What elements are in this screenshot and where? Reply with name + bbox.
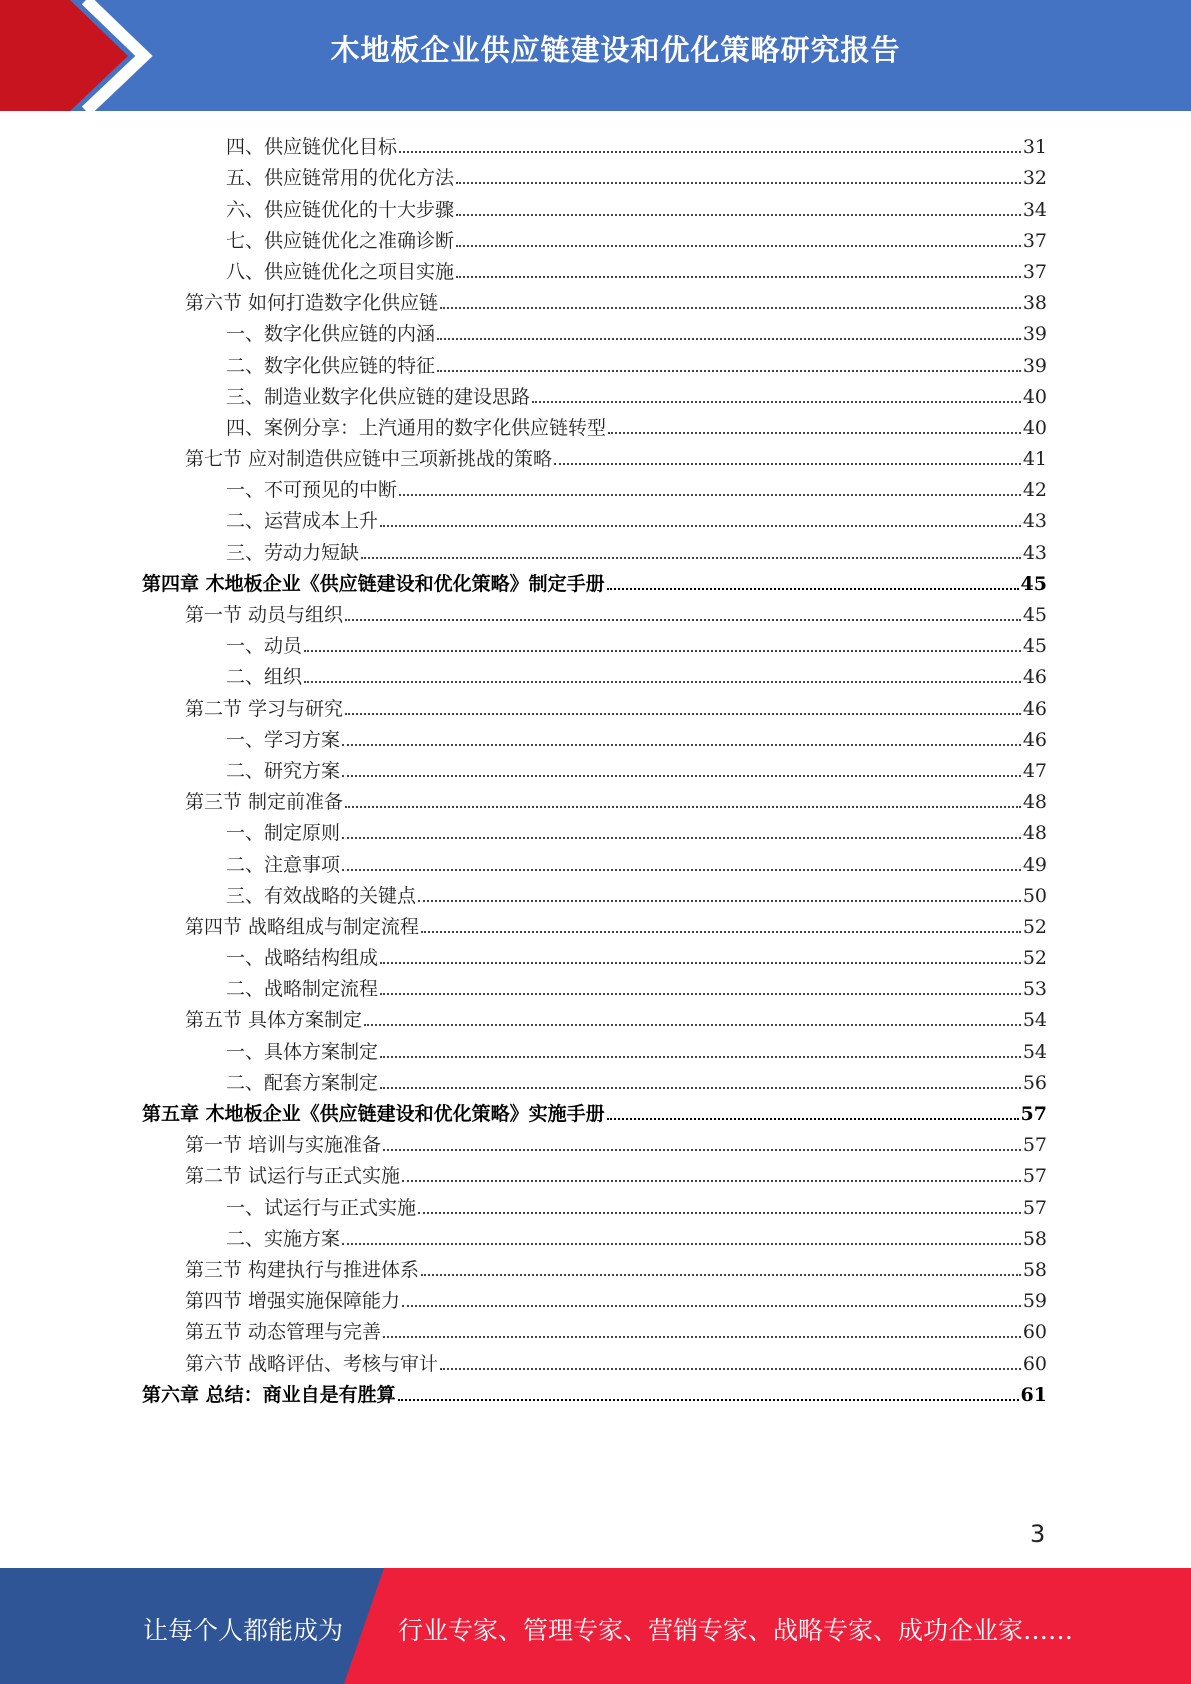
toc-subsection-entry[interactable] bbox=[0, 345, 1191, 376]
toc-entry-page: 45 bbox=[1022, 604, 1047, 626]
toc-subsection-entry[interactable] bbox=[0, 127, 1191, 158]
toc-entry-page: 42 bbox=[1022, 479, 1047, 502]
toc-dot-leader bbox=[342, 1243, 1021, 1245]
toc-entry-label: 六、供应链优化的十大步骤 bbox=[226, 198, 455, 221]
toc-chapter-entry[interactable] bbox=[0, 1375, 1191, 1406]
toc-entry-label: 第三节 构建执行与推进体系 bbox=[185, 1258, 420, 1281]
toc-subsection-entry[interactable] bbox=[0, 158, 1191, 189]
toc-entry-label: 第二节 学习与研究 bbox=[185, 697, 344, 720]
toc-dot-leader bbox=[380, 962, 1021, 964]
toc-section-entry[interactable] bbox=[0, 1000, 1191, 1031]
toc-entry-page: 57 bbox=[1020, 1103, 1047, 1125]
toc-subsection-entry[interactable] bbox=[0, 501, 1191, 532]
toc-entry-label: 二、实施方案 bbox=[226, 1227, 341, 1250]
toc-entry-page: 54 bbox=[1022, 1009, 1047, 1032]
toc-dot-leader bbox=[361, 557, 1021, 559]
toc-dot-leader bbox=[380, 525, 1021, 527]
toc-dot-leader bbox=[342, 837, 1021, 839]
toc-subsection-entry[interactable] bbox=[0, 938, 1191, 969]
toc-subsection-entry[interactable] bbox=[0, 532, 1191, 563]
toc-dot-leader bbox=[345, 806, 1021, 808]
toc-dot-leader bbox=[456, 182, 1021, 184]
toc-entry-page: 38 bbox=[1022, 292, 1047, 315]
toc-entry-label: 七、供应链优化之准确诊断 bbox=[226, 229, 455, 252]
toc-entry-label: 第三节 制定前准备 bbox=[185, 791, 344, 814]
toc-entry-label: 第六章 总结：商业自是有胜算 bbox=[142, 1383, 396, 1406]
toc-dot-leader bbox=[304, 681, 1021, 683]
toc-subsection-entry[interactable] bbox=[0, 221, 1191, 252]
toc-dot-leader bbox=[456, 245, 1021, 247]
toc-entry-label: 第六节 如何打造数字化供应链 bbox=[185, 292, 439, 315]
toc-subsection-entry[interactable] bbox=[0, 626, 1191, 657]
toc-dot-leader bbox=[380, 1087, 1021, 1089]
toc-subsection-entry[interactable] bbox=[0, 876, 1191, 907]
toc-subsection-entry[interactable] bbox=[0, 408, 1191, 439]
toc-subsection-entry[interactable] bbox=[0, 1219, 1191, 1250]
table-of-contents bbox=[0, 127, 1191, 1406]
toc-entry-page: 43 bbox=[1022, 510, 1047, 533]
toc-dot-leader bbox=[342, 869, 1021, 871]
toc-entry-page: 57 bbox=[1022, 1165, 1047, 1188]
toc-entry-page: 40 bbox=[1022, 385, 1047, 408]
toc-section-entry[interactable] bbox=[0, 1250, 1191, 1281]
toc-entry-label: 一、数字化供应链的内涵 bbox=[226, 323, 436, 346]
toc-entry-label: 二、注意事项 bbox=[226, 853, 341, 876]
toc-entry-page: 31 bbox=[1022, 136, 1047, 159]
toc-section-entry[interactable] bbox=[0, 782, 1191, 813]
toc-entry-label: 二、运营成本上升 bbox=[226, 510, 379, 533]
toc-subsection-entry[interactable] bbox=[0, 657, 1191, 688]
toc-entry-page: 54 bbox=[1022, 1040, 1047, 1063]
toc-entry-label: 第五节 具体方案制定 bbox=[185, 1009, 363, 1032]
toc-dot-leader bbox=[345, 619, 1021, 621]
toc-entry-label: 一、制定原则 bbox=[226, 822, 341, 845]
toc-section-entry[interactable] bbox=[0, 1281, 1191, 1312]
toc-section-entry[interactable] bbox=[0, 1343, 1191, 1374]
toc-dot-leader bbox=[342, 775, 1021, 777]
toc-subsection-entry[interactable] bbox=[0, 377, 1191, 408]
toc-entry-label: 二、战略制定流程 bbox=[226, 978, 379, 1001]
toc-entry-page: 39 bbox=[1022, 354, 1047, 377]
toc-entry-label: 一、战略结构组成 bbox=[226, 947, 379, 970]
toc-entry-label: 第二节 试运行与正式实施 bbox=[185, 1165, 401, 1188]
toc-entry-label: 二、配套方案制定 bbox=[226, 1071, 379, 1094]
toc-dot-leader bbox=[421, 931, 1021, 933]
toc-entry-label: 二、数字化供应链的特征 bbox=[226, 354, 436, 377]
toc-entry-page: 41 bbox=[1022, 448, 1047, 471]
page-header bbox=[0, 0, 1191, 111]
toc-entry-page: 52 bbox=[1022, 947, 1047, 970]
toc-dot-leader bbox=[383, 1149, 1021, 1151]
toc-entry-page: 40 bbox=[1022, 416, 1047, 439]
toc-dot-leader bbox=[304, 650, 1021, 652]
toc-dot-leader bbox=[364, 1024, 1021, 1026]
toc-section-entry[interactable] bbox=[0, 439, 1191, 470]
toc-entry-label: 第一节 动员与组织 bbox=[185, 604, 344, 626]
toc-subsection-entry[interactable] bbox=[0, 470, 1191, 501]
toc-dot-leader bbox=[608, 432, 1021, 434]
toc-chapter-entry[interactable] bbox=[0, 564, 1191, 595]
toc-dot-leader bbox=[532, 401, 1021, 403]
toc-dot-leader bbox=[437, 370, 1021, 372]
toc-dot-leader bbox=[380, 1056, 1021, 1058]
toc-entry-page: 60 bbox=[1022, 1352, 1047, 1375]
toc-entry-label: 一、动员 bbox=[226, 635, 303, 658]
toc-dot-leader bbox=[440, 307, 1021, 309]
toc-entry-page: 46 bbox=[1022, 728, 1047, 751]
toc-entry-page: 57 bbox=[1022, 1134, 1047, 1157]
toc-entry-page: 53 bbox=[1022, 978, 1047, 1001]
toc-entry-page: 37 bbox=[1022, 260, 1047, 283]
toc-dot-leader bbox=[456, 214, 1021, 216]
toc-subsection-entry[interactable] bbox=[0, 1031, 1191, 1062]
toc-entry-label: 第四章 木地板企业《供应链建设和优化策略》制定手册 bbox=[142, 572, 605, 595]
toc-entry-page: 59 bbox=[1022, 1290, 1047, 1313]
toc-entry-page: 48 bbox=[1022, 791, 1047, 814]
toc-entry-page: 58 bbox=[1022, 1227, 1047, 1250]
toc-entry-page: 45 bbox=[1022, 635, 1047, 658]
toc-chapter-entry[interactable] bbox=[0, 1094, 1191, 1125]
toc-section-entry[interactable] bbox=[0, 1312, 1191, 1343]
toc-subsection-entry[interactable] bbox=[0, 969, 1191, 1000]
toc-dot-leader bbox=[418, 1212, 1021, 1214]
toc-subsection-entry[interactable] bbox=[0, 314, 1191, 345]
toc-entry-page: 56 bbox=[1022, 1071, 1047, 1094]
toc-dot-leader bbox=[421, 1274, 1021, 1276]
toc-subsection-entry[interactable] bbox=[0, 1063, 1191, 1094]
toc-dot-leader bbox=[456, 276, 1021, 278]
toc-dot-leader bbox=[554, 463, 1021, 465]
toc-entry-label: 一、学习方案 bbox=[226, 728, 341, 751]
toc-entry-label: 四、供应链优化目标 bbox=[226, 136, 398, 159]
toc-dot-leader bbox=[398, 1399, 1019, 1401]
toc-entry-label: 第四节 战略组成与制定流程 bbox=[185, 915, 420, 938]
toc-subsection-entry[interactable] bbox=[0, 1187, 1191, 1218]
toc-dot-leader bbox=[607, 1118, 1019, 1120]
toc-dot-leader bbox=[437, 338, 1021, 340]
toc-dot-leader bbox=[402, 1305, 1021, 1307]
toc-dot-leader bbox=[418, 900, 1021, 902]
toc-section-entry[interactable] bbox=[0, 1156, 1191, 1187]
toc-section-entry[interactable] bbox=[0, 907, 1191, 938]
toc-entry-label: 二、研究方案 bbox=[226, 759, 341, 782]
toc-entry-page: 32 bbox=[1022, 167, 1047, 190]
toc-entry-page: 45 bbox=[1020, 572, 1047, 595]
toc-dot-leader bbox=[342, 744, 1021, 746]
document-title: 木地板企业供应链建设和优化策略研究报告 bbox=[330, 33, 901, 67]
toc-entry-label: 五、供应链常用的优化方法 bbox=[226, 167, 455, 190]
toc-dot-leader bbox=[399, 494, 1021, 496]
toc-entry-label: 三、制造业数字化供应链的建设思路 bbox=[226, 385, 531, 408]
toc-entry-label: 第四节 增强实施保障能力 bbox=[185, 1290, 401, 1313]
toc-entry-label: 一、具体方案制定 bbox=[226, 1040, 379, 1063]
toc-entry-label: 三、有效战略的关键点 bbox=[226, 884, 417, 907]
toc-subsection-entry[interactable] bbox=[0, 751, 1191, 782]
toc-entry-page: 50 bbox=[1022, 884, 1047, 907]
toc-entry-label: 第七节 应对制造供应链中三项新挑战的策略 bbox=[185, 448, 553, 471]
toc-dot-leader bbox=[380, 993, 1021, 995]
toc-entry-label: 第五章 木地板企业《供应链建设和优化策略》实施手册 bbox=[142, 1103, 605, 1125]
toc-entry-label: 第一节 培训与实施准备 bbox=[185, 1134, 382, 1157]
footer-slogan-left: 让每个人都能成为 bbox=[143, 1616, 344, 1645]
toc-entry-page: 46 bbox=[1022, 666, 1047, 689]
toc-entry-page: 48 bbox=[1022, 822, 1047, 845]
toc-entry-page: 58 bbox=[1022, 1258, 1047, 1281]
toc-section-entry[interactable] bbox=[0, 1125, 1191, 1156]
toc-entry-label: 一、试运行与正式实施 bbox=[226, 1196, 417, 1219]
toc-entry-label: 第五节 动态管理与完善 bbox=[185, 1321, 382, 1344]
toc-subsection-entry[interactable] bbox=[0, 813, 1191, 844]
toc-entry-page: 47 bbox=[1022, 759, 1047, 782]
toc-subsection-entry[interactable] bbox=[0, 720, 1191, 751]
toc-subsection-entry[interactable] bbox=[0, 189, 1191, 220]
toc-subsection-entry[interactable] bbox=[0, 844, 1191, 875]
toc-entry-page: 57 bbox=[1022, 1196, 1047, 1219]
toc-entry-label: 八、供应链优化之项目实施 bbox=[226, 260, 455, 283]
toc-entry-label: 第六节 战略评估、考核与审计 bbox=[185, 1352, 439, 1375]
toc-entry-page: 60 bbox=[1022, 1321, 1047, 1344]
toc-entry-page: 37 bbox=[1022, 229, 1047, 252]
toc-entry-label: 一、不可预见的中断 bbox=[226, 479, 398, 502]
toc-entry-page: 61 bbox=[1020, 1383, 1047, 1406]
toc-section-entry[interactable] bbox=[0, 595, 1191, 626]
toc-entry-page: 49 bbox=[1022, 853, 1047, 876]
page-footer bbox=[0, 1568, 1191, 1684]
toc-entry-label: 二、组织 bbox=[226, 666, 303, 689]
toc-entry-page: 39 bbox=[1022, 323, 1047, 346]
toc-dot-leader bbox=[402, 1180, 1021, 1182]
toc-dot-leader bbox=[607, 588, 1019, 590]
toc-section-entry[interactable] bbox=[0, 688, 1191, 719]
toc-entry-page: 52 bbox=[1022, 915, 1047, 938]
toc-dot-leader bbox=[345, 713, 1021, 715]
toc-entry-label: 四、案例分享：上汽通用的数字化供应链转型 bbox=[226, 416, 607, 439]
toc-entry-label: 三、劳动力短缺 bbox=[226, 541, 360, 564]
toc-entry-page: 43 bbox=[1022, 541, 1047, 564]
toc-dot-leader bbox=[383, 1336, 1021, 1338]
toc-section-entry[interactable] bbox=[0, 283, 1191, 314]
toc-dot-leader bbox=[399, 151, 1021, 153]
toc-entry-page: 46 bbox=[1022, 697, 1047, 720]
toc-entry-page: 34 bbox=[1022, 198, 1047, 221]
footer-slogan-right: 行业专家、管理专家、营销专家、战略专家、成功企业家…… bbox=[398, 1616, 1074, 1645]
toc-dot-leader bbox=[440, 1368, 1021, 1370]
toc-subsection-entry[interactable] bbox=[0, 252, 1191, 283]
page-number: 3 bbox=[1030, 1520, 1046, 1548]
